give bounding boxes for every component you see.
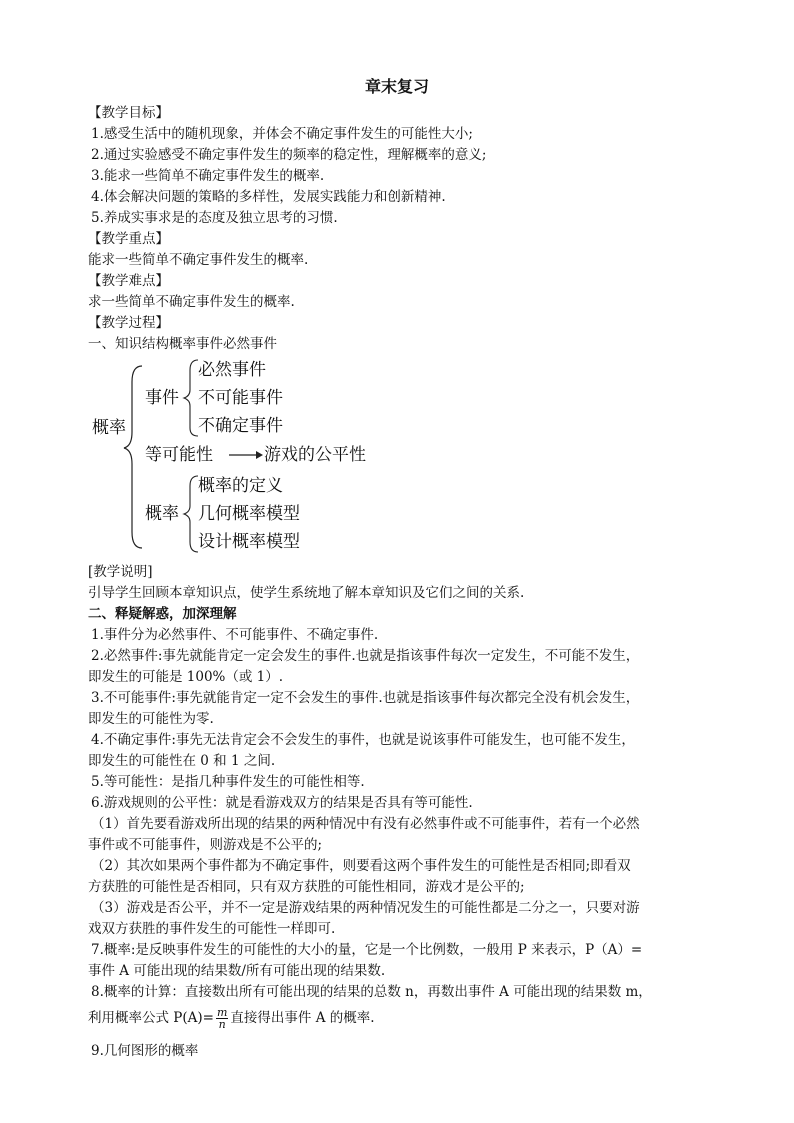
- diagram-prob-child: 概率的定义: [198, 476, 283, 496]
- goal-item: 3.能求一些简单不确定事件发生的概率.: [91, 168, 325, 184]
- process-header: 【教学过程】: [88, 315, 169, 331]
- paragraph: 1.事件分为必然事件、不可能事件、不确定事件.: [91, 627, 379, 643]
- paragraph: 2.必然事件:事先就能肯定一定会发生的事件.也就是指该事件每次一定发生，不可能不发生，: [91, 648, 640, 664]
- difficulty-text: 求一些简单不确定事件发生的概率.: [88, 294, 295, 310]
- diagram-braces: [88, 352, 418, 562]
- knowledge-structure-diagram: [88, 352, 418, 562]
- paragraph: 4.不确定事件:事先无法肯定会不会发生的事件，也就是说该事件可能发生，也可能不发生，: [91, 732, 635, 748]
- formula-line: [88, 1007, 375, 1030]
- paragraph: 8.概率的计算：直接数出所有可能出现的结果的总数 n，再数出事件 A 可能出现的结果数 m，: [91, 984, 652, 1000]
- diagram-event-child: 不确定事件: [198, 416, 283, 436]
- diagram-prob: 概率: [145, 504, 179, 524]
- paragraph: 戏双方获胜的事件发生的可能性一样即可.: [88, 921, 336, 937]
- goal-item: 4.体会解决问题的策略的多样性，发展实践能力和创新精神.: [91, 189, 446, 205]
- diagram-prob-child: 几何概率模型: [198, 504, 300, 524]
- paragraph: 事件或不可能事件，则游戏是不公平的;: [88, 837, 323, 853]
- fraction-numerator: m: [216, 1006, 228, 1019]
- fraction-denominator: n: [218, 1018, 226, 1031]
- diagram-prob-child: 设计概率模型: [198, 532, 300, 552]
- explain-header: [教学说明]: [88, 564, 153, 580]
- fraction-m-over-n: [216, 1007, 228, 1030]
- key-header: 【教学重点】: [88, 231, 169, 247]
- diagram-event-child: 不可能事件: [198, 388, 283, 408]
- paragraph: 3.不可能事件:事先就能肯定一定不会发生的事件.也就是指该事件每次都完全没有机会发生，: [91, 690, 640, 706]
- paragraph: 即发生的可能是 100%（或 1）.: [88, 669, 284, 685]
- goal-item: 1.感受生活中的随机现象，并体会不确定事件发生的可能性大小;: [91, 126, 473, 142]
- paragraph: 5.等可能性：是指几种事件发生的可能性相等.: [91, 774, 365, 790]
- paragraph: （2）其次如果两个事件都为不确定事件，则要看这两个事件发生的可能性是否相同;即看双: [91, 858, 631, 874]
- diagram-event-child: 必然事件: [198, 360, 266, 380]
- goal-item: 2.通过实验感受不确定事件发生的频率的稳定性，理解概率的意义;: [91, 147, 487, 163]
- diagram-equal-possibility: 等可能性: [145, 445, 213, 465]
- paragraph: 9.几何图形的概率: [91, 1043, 199, 1059]
- page-title: 章末复习: [364, 77, 429, 96]
- paragraph: 方获胜的可能性是否相同，只有双方获胜的可能性相同，游戏才是公平的;: [88, 879, 525, 895]
- goal-item: 5.养成实事求是的态度及独立思考的习惯.: [91, 210, 338, 226]
- diagram-event: 事件: [145, 388, 179, 408]
- difficulty-header: 【教学难点】: [88, 273, 169, 289]
- part2-title: 二、释疑解惑，加深理解: [88, 606, 237, 622]
- explain-text: 引导学生回顾本章知识点，使学生系统地了解本章知识及它们之间的关系.: [88, 585, 525, 601]
- diagram-fairness: 游戏的公平性: [264, 445, 366, 465]
- goals-header: 【教学目标】: [88, 105, 169, 121]
- paragraph: （1）首先要看游戏所出现的结果的两种情况中有没有必然事件或不可能事件，若有一个必然: [91, 816, 640, 832]
- paragraph: （3）游戏是否公平，并不一定是游戏结果的两种情况发生的可能性都是二分之一，只要对游: [91, 900, 640, 916]
- paragraph: 事件 A 可能出现的结果数/所有可能出现的结果数.: [88, 963, 386, 979]
- paragraph: 即发生的可能性在 0 和 1 之间.: [88, 753, 276, 769]
- formula-prefix: 利用概率公式 P(A)=: [88, 1010, 214, 1026]
- key-text: 能求一些简单不确定事件发生的概率.: [88, 252, 309, 268]
- paragraph: 6.游戏规则的公平性：就是看游戏双方的结果是否具有等可能性.: [91, 795, 473, 811]
- paragraph: 即发生的可能性为零.: [88, 711, 214, 727]
- diagram-root: 概率: [92, 418, 126, 438]
- paragraph: 7.概率:是反映事件发生的可能性的大小的量，它是一个比例数，一般用 P 来表示，P（A）=: [91, 942, 643, 958]
- part1-title: 一、知识结构概率事件必然事件: [88, 336, 277, 352]
- formula-suffix: 直接得出事件 A 的概率.: [230, 1010, 375, 1026]
